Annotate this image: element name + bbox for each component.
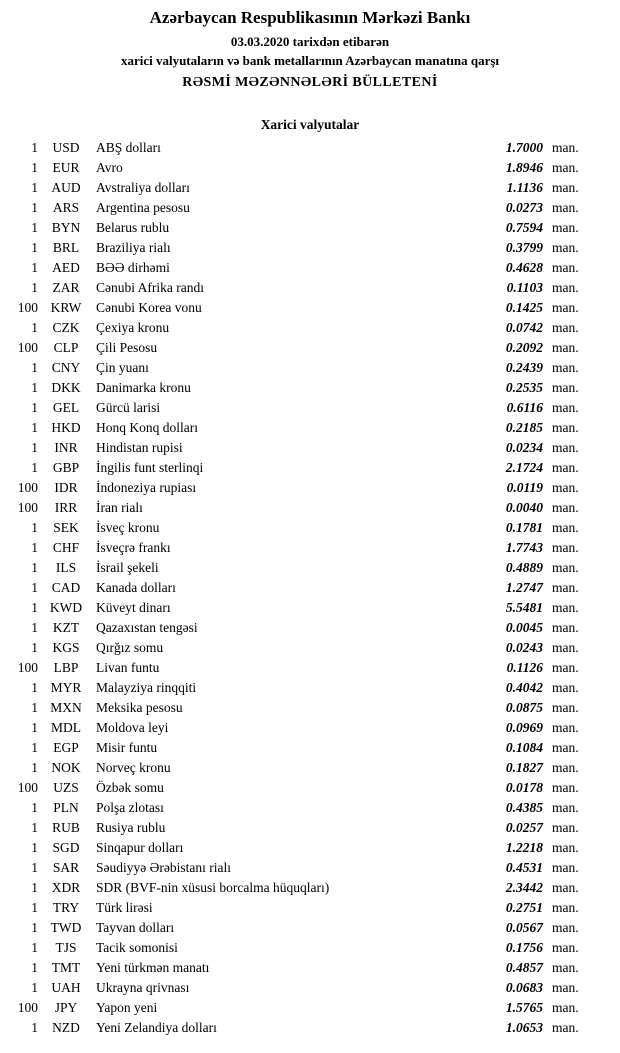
rate-value: 0.0683 (505, 980, 543, 995)
rate-value: 1.7743 (505, 540, 543, 555)
rate-quantity: 100 (17, 1000, 38, 1015)
rate-quantity: 1 (31, 460, 38, 475)
currency-name: Livan funtu (96, 660, 160, 675)
currency-code: GEL (52, 400, 80, 415)
rate-quantity: 100 (17, 660, 38, 675)
rate-unit: man. (552, 540, 579, 555)
section-title-foreign-currencies: Xarici valyutalar (260, 117, 360, 132)
rate-value: 0.4385 (505, 800, 543, 815)
exchange-rates-table (0, 138, 620, 1038)
rate-unit: man. (552, 680, 579, 695)
currency-code: CAD (51, 580, 81, 595)
currency-code: AED (52, 260, 80, 275)
rate-unit: man. (552, 860, 579, 875)
rate-value: 0.0243 (505, 640, 543, 655)
rate-row (0, 898, 620, 918)
rate-value: 0.4042 (505, 680, 543, 695)
rate-quantity: 1 (31, 200, 38, 215)
rate-value: 0.0178 (505, 780, 543, 795)
rate-value: 0.1756 (505, 940, 543, 955)
rate-value: 5.5481 (505, 600, 543, 615)
rate-value: 0.0273 (505, 200, 543, 215)
rate-quantity: 100 (17, 300, 38, 315)
rate-unit: man. (552, 840, 579, 855)
rate-value: 0.1781 (505, 520, 543, 535)
rate-unit: man. (552, 1000, 579, 1015)
rate-quantity: 1 (31, 180, 38, 195)
currency-name: Çili Pesosu (96, 340, 158, 355)
rate-row (0, 318, 620, 338)
currency-name: Avstraliya dolları (96, 180, 190, 195)
currency-code: KGS (52, 640, 80, 655)
currency-code: EGP (53, 740, 79, 755)
currency-name: Qazaxıstan tengəsi (96, 620, 198, 635)
rate-value: 1.0653 (505, 1020, 543, 1035)
rate-value: 0.0234 (505, 440, 543, 455)
rate-row (0, 138, 620, 158)
rate-unit: man. (552, 720, 579, 735)
rate-quantity: 1 (31, 860, 38, 875)
currency-code: KZT (52, 620, 80, 635)
currency-name: Sinqapur dolları (96, 840, 184, 855)
rate-quantity: 1 (31, 900, 38, 915)
currency-name: Səudiyyə Ərəbistanı rialı (96, 860, 231, 875)
rate-unit: man. (552, 160, 579, 175)
rate-quantity: 1 (31, 400, 38, 415)
rate-quantity: 1 (31, 800, 38, 815)
rate-value: 2.1724 (505, 460, 543, 475)
currency-name: Ukrayna qrivnası (96, 980, 190, 995)
rate-quantity: 1 (31, 280, 38, 295)
rate-row (0, 358, 620, 378)
rate-unit: man. (552, 280, 579, 295)
currency-name: İsrail şekeli (96, 560, 159, 575)
currency-code: SGD (52, 840, 80, 855)
rate-value: 0.4889 (505, 560, 543, 575)
rate-row (0, 778, 620, 798)
rate-row (0, 158, 620, 178)
rate-value: 0.2535 (505, 380, 543, 395)
rate-row (0, 178, 620, 198)
currency-code: PLN (53, 800, 79, 815)
rate-row (0, 378, 620, 398)
rate-quantity: 1 (31, 140, 38, 155)
rate-quantity: 1 (31, 380, 38, 395)
currency-code: KWD (49, 600, 83, 615)
rate-row (0, 798, 620, 818)
currency-name: Moldova leyi (96, 720, 169, 735)
rate-value: 0.0119 (506, 480, 543, 495)
rate-unit: man. (552, 380, 579, 395)
rate-unit: man. (552, 460, 579, 475)
rate-row (0, 698, 620, 718)
currency-name: ABŞ dolları (96, 140, 161, 155)
currency-code: USD (52, 140, 80, 155)
currency-code: BYN (51, 220, 81, 235)
rate-value: 0.3799 (505, 240, 543, 255)
rate-quantity: 100 (17, 480, 38, 495)
rate-row (0, 978, 620, 998)
rate-value: 0.2185 (505, 420, 543, 435)
rate-value: 0.6116 (506, 400, 543, 415)
rate-value: 0.2439 (505, 360, 543, 375)
currency-name: Yapon yeni (96, 1000, 158, 1015)
currency-code: AUD (51, 180, 81, 195)
currency-name: Meksika pesosu (96, 700, 183, 715)
rate-row (0, 238, 620, 258)
currency-code: IRR (54, 500, 78, 515)
rate-row (0, 398, 620, 418)
rate-unit: man. (552, 660, 579, 675)
rate-value: 0.4628 (505, 260, 543, 275)
currency-name: Rusiya rublu (96, 820, 166, 835)
rate-unit: man. (552, 240, 579, 255)
currency-code: TWD (50, 920, 82, 935)
rate-unit: man. (552, 640, 579, 655)
rate-row (0, 498, 620, 518)
rate-quantity: 1 (31, 580, 38, 595)
rate-row (0, 298, 620, 318)
rate-unit: man. (552, 140, 579, 155)
rate-value: 0.2092 (505, 340, 543, 355)
rate-unit: man. (552, 440, 579, 455)
currency-name: Qırğız somu (96, 640, 164, 655)
currency-name: Tacik somonisi (96, 940, 178, 955)
rate-row (0, 198, 620, 218)
rate-quantity: 1 (31, 520, 38, 535)
rate-value: 0.1126 (506, 660, 543, 675)
rate-quantity: 1 (31, 420, 38, 435)
rate-value: 0.0875 (505, 700, 543, 715)
currency-code: CZK (52, 320, 80, 335)
bulletin-header (0, 7, 620, 92)
rate-row (0, 218, 620, 238)
rate-row (0, 838, 620, 858)
currency-name: Danimarka kronu (96, 380, 191, 395)
currency-name: Cənubi Afrika randı (96, 280, 204, 295)
rate-row (0, 998, 620, 1018)
rate-unit: man. (552, 580, 579, 595)
currency-code: CHF (52, 540, 80, 555)
bulletin-title: RƏSMİ MƏZƏNNƏLƏRİ BÜLLETENİ (182, 75, 438, 90)
rate-unit: man. (552, 1020, 579, 1035)
currency-name: Avro (96, 160, 123, 175)
currency-code: NZD (52, 1020, 80, 1035)
rate-row (0, 278, 620, 298)
currency-code: LBP (53, 660, 79, 675)
currency-code: KRW (50, 300, 82, 315)
rate-quantity: 1 (31, 920, 38, 935)
currency-name: BƏƏ dirhəmi (96, 260, 170, 275)
rate-value: 0.2751 (505, 900, 543, 915)
rate-quantity: 1 (31, 320, 38, 335)
rate-row (0, 818, 620, 838)
rate-value: 1.8946 (505, 160, 543, 175)
rate-row (0, 878, 620, 898)
rate-row (0, 458, 620, 478)
rate-unit: man. (552, 520, 579, 535)
rate-row (0, 638, 620, 658)
rate-value: 0.0567 (505, 920, 543, 935)
rate-value: 0.0040 (505, 500, 543, 515)
rate-quantity: 1 (31, 540, 38, 555)
rate-quantity: 1 (31, 1020, 38, 1035)
currency-name: Gürcü larisi (96, 400, 161, 415)
rate-unit: man. (552, 300, 579, 315)
rate-row (0, 578, 620, 598)
currency-code: INR (54, 440, 78, 455)
currency-code: SEK (53, 520, 79, 535)
rate-value: 0.1827 (505, 760, 543, 775)
rate-quantity: 1 (31, 440, 38, 455)
rate-unit: man. (552, 900, 579, 915)
rate-quantity: 1 (31, 720, 38, 735)
rate-unit: man. (552, 480, 579, 495)
currency-name: İran rialı (96, 500, 143, 515)
currency-code: EUR (52, 160, 80, 175)
currency-code: CLP (53, 340, 79, 355)
rate-row (0, 658, 620, 678)
currency-name: İndoneziya rupiası (96, 480, 197, 495)
rate-quantity: 1 (31, 700, 38, 715)
currency-code: MYR (50, 680, 82, 695)
currency-name: İngilis funt sterlinqi (96, 460, 204, 475)
currency-code: IDR (54, 480, 78, 495)
rate-unit: man. (552, 340, 579, 355)
currency-code: TRY (52, 900, 80, 915)
rate-quantity: 1 (31, 680, 38, 695)
currency-name: Tayvan dolları (96, 920, 175, 935)
rate-row (0, 518, 620, 538)
currency-code: SAR (52, 860, 80, 875)
rate-unit: man. (552, 220, 579, 235)
rate-quantity: 1 (31, 760, 38, 775)
rate-row (0, 258, 620, 278)
rate-unit: man. (552, 880, 579, 895)
currency-code: BRL (52, 240, 80, 255)
rate-unit: man. (552, 980, 579, 995)
rate-unit: man. (552, 600, 579, 615)
rate-unit: man. (552, 780, 579, 795)
rate-row (0, 678, 620, 698)
rate-value: 0.0969 (505, 720, 543, 735)
rate-quantity: 1 (31, 840, 38, 855)
rate-quantity: 1 (31, 600, 38, 615)
rate-unit: man. (552, 820, 579, 835)
currency-code: CNY (51, 360, 81, 375)
currency-name: Kanada dolları (96, 580, 176, 595)
rate-unit: man. (552, 960, 579, 975)
currency-name: Küveyt dinarı (96, 600, 171, 615)
currency-name: Belarus rublu (96, 220, 170, 235)
rate-unit: man. (552, 920, 579, 935)
currency-code: UAH (51, 980, 81, 995)
effective-date: 03.03.2020 tarixdən etibarən (230, 34, 390, 49)
rate-unit: man. (552, 740, 579, 755)
rate-value: 0.0257 (505, 820, 543, 835)
rate-quantity: 100 (17, 780, 38, 795)
currency-code: TJS (55, 940, 77, 955)
bulletin-subtitle: xarici valyutaların və bank metallarının Azərbaycan manatına qarşı (120, 53, 500, 68)
rate-unit: man. (552, 500, 579, 515)
currency-name: Braziliya rialı (96, 240, 171, 255)
rate-unit: man. (552, 260, 579, 275)
currency-code: MDL (51, 720, 81, 735)
currency-code: GBP (52, 460, 80, 475)
currency-name: Cənubi Korea vonu (96, 300, 202, 315)
rate-quantity: 1 (31, 620, 38, 635)
currency-code: ZAR (52, 280, 80, 295)
rate-value: 1.5765 (505, 1000, 543, 1015)
rate-quantity: 100 (17, 340, 38, 355)
rate-quantity: 1 (31, 360, 38, 375)
currency-name: Honq Konq dolları (96, 420, 198, 435)
rate-quantity: 100 (17, 500, 38, 515)
rate-quantity: 1 (31, 640, 38, 655)
rate-value: 0.4531 (505, 860, 543, 875)
rate-row (0, 738, 620, 758)
rate-row (0, 438, 620, 458)
rate-row (0, 858, 620, 878)
rate-quantity: 1 (31, 160, 38, 175)
rate-unit: man. (552, 360, 579, 375)
rate-row (0, 718, 620, 738)
currency-name: Malayziya rinqqiti (96, 680, 197, 695)
rate-unit: man. (552, 180, 579, 195)
rate-row (0, 618, 620, 638)
rate-value: 0.7594 (505, 220, 543, 235)
rate-row (0, 338, 620, 358)
rate-value: 1.1136 (506, 180, 543, 195)
rate-unit: man. (552, 320, 579, 335)
currency-code: UZS (53, 780, 79, 795)
currency-name: Argentina pesosu (96, 200, 190, 215)
currency-name: Yeni türkmən manatı (96, 960, 210, 975)
currency-code: DKK (51, 380, 81, 395)
currency-name: SDR (BVF-nin xüsusi borcalma hüquqları) (96, 880, 330, 895)
rate-unit: man. (552, 400, 579, 415)
rate-value: 0.1425 (505, 300, 543, 315)
currency-code: ILS (55, 560, 77, 575)
currency-code: ARS (52, 200, 80, 215)
rate-value: 0.4857 (505, 960, 543, 975)
rate-value: 0.0742 (505, 320, 543, 335)
currency-name: Çexiya kronu (96, 320, 170, 335)
rate-row (0, 958, 620, 978)
rate-unit: man. (552, 800, 579, 815)
rate-unit: man. (552, 200, 579, 215)
rate-quantity: 1 (31, 560, 38, 575)
rate-row (0, 598, 620, 618)
rate-row (0, 418, 620, 438)
rate-row (0, 918, 620, 938)
currency-name: İsveç kronu (96, 520, 160, 535)
rate-row (0, 478, 620, 498)
rate-unit: man. (552, 940, 579, 955)
rate-unit: man. (552, 420, 579, 435)
rate-unit: man. (552, 700, 579, 715)
rate-value: 0.1084 (505, 740, 543, 755)
rate-value: 2.3442 (505, 880, 543, 895)
currency-code: HKD (51, 420, 81, 435)
currency-code: MXN (50, 700, 82, 715)
rate-quantity: 1 (31, 880, 38, 895)
currency-name: Çin yuanı (96, 360, 149, 375)
currency-code: XDR (51, 880, 81, 895)
currency-code: RUB (52, 820, 80, 835)
rate-unit: man. (552, 760, 579, 775)
currency-code: TMT (51, 960, 81, 975)
currency-name: İsveçrə frankı (96, 540, 171, 555)
rate-value: 1.2218 (505, 840, 543, 855)
rate-value: 0.1103 (506, 280, 543, 295)
rate-value: 1.7000 (505, 140, 543, 155)
rate-row (0, 938, 620, 958)
currency-name: Yeni Zelandiya dolları (96, 1020, 217, 1035)
rate-quantity: 1 (31, 940, 38, 955)
rate-quantity: 1 (31, 220, 38, 235)
rate-row (0, 1018, 620, 1038)
rate-quantity: 1 (31, 960, 38, 975)
rate-row (0, 538, 620, 558)
rate-quantity: 1 (31, 260, 38, 275)
rate-quantity: 1 (31, 240, 38, 255)
currency-code: NOK (51, 760, 81, 775)
rate-quantity: 1 (31, 820, 38, 835)
rate-value: 1.2747 (505, 580, 543, 595)
rate-row (0, 758, 620, 778)
currency-code: JPY (54, 1000, 78, 1015)
currency-name: Türk lirəsi (96, 900, 153, 915)
rate-quantity: 1 (31, 980, 38, 995)
currency-name: Hindistan rupisi (96, 440, 183, 455)
currency-name: Polşa zlotası (96, 800, 164, 815)
rate-value: 0.0045 (505, 620, 543, 635)
bank-name-title: Azərbaycan Respublikasının Mərkəzi Bankı (149, 8, 471, 27)
currency-name: Özbək somu (96, 780, 164, 795)
rate-unit: man. (552, 620, 579, 635)
currency-name: Misir funtu (96, 740, 158, 755)
rate-quantity: 1 (31, 740, 38, 755)
rate-row (0, 558, 620, 578)
currency-name: Norveç kronu (96, 760, 171, 775)
rate-unit: man. (552, 560, 579, 575)
